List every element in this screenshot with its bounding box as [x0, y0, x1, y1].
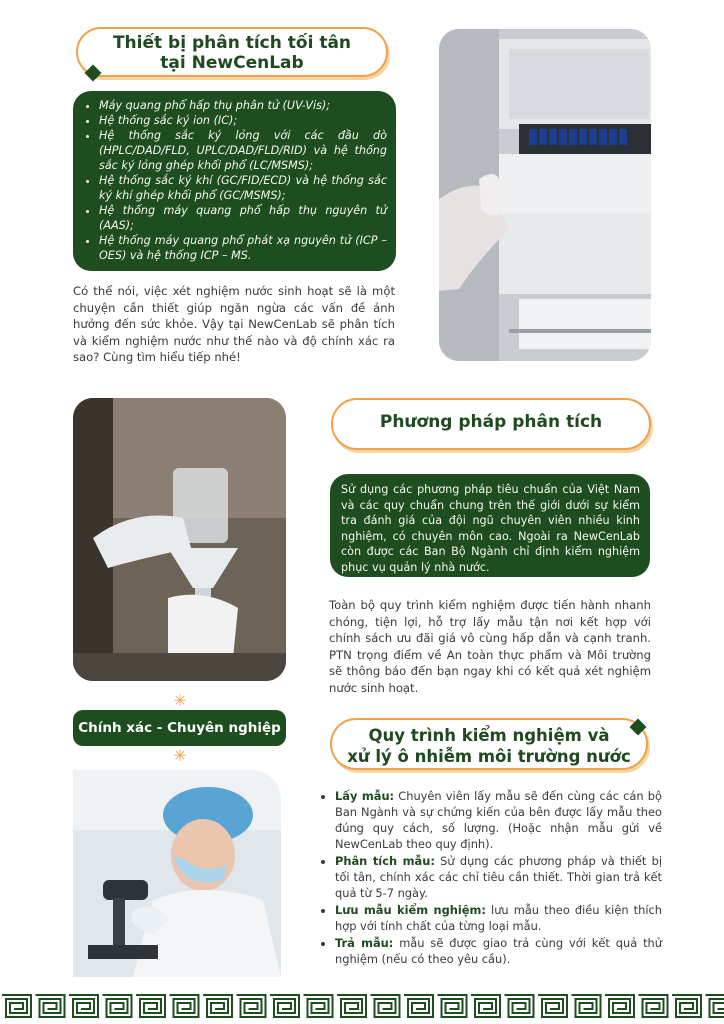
step-item — [335, 853, 662, 901]
method-title — [331, 398, 651, 450]
equipment-list — [85, 98, 387, 263]
step-text: Chuyên viên lấy mẫu sẽ đến cùng các cán bộ Ban Ngành và sự chứng kiến của bên được lấy mẫu theo đúng quy cách, số lượng. (Hoặc nhận mẫu gửi về NewCenLab theo quy định). — [335, 789, 662, 851]
method-box — [330, 474, 650, 577]
badge-label: Chính xác - Chuyên nghiệp — [78, 720, 281, 736]
step-item — [335, 902, 662, 934]
microscope-illustration — [73, 770, 281, 977]
process-paragraph: Toàn bộ quy trình kiểm nghiệm được tiến hành nhanh chóng, tiện lợi, hỗ trợ lấy mẫu tận nơi kết hợp với chính sách ưu đãi giá vô cùng hấp dẫn và cạnh tranh. PTN trọng điểm về An toàn thực phẩm và Môi trường sẽ thông báo đến bạn ngay khi có kết quả xét nghiệm nước sinh hoạt. — [329, 598, 651, 695]
filtration-illustration — [73, 398, 286, 681]
sparkle-icon: ✳ — [173, 691, 187, 710]
greek-key-border — [0, 993, 724, 1019]
method-box-text: Sử dụng các phương pháp tiêu chuẩn của Việt Nam và các quy chuẩn chung trên thế giới dưới sự kiểm tra đánh giá của đội ngũ chuyên viên nhiều kinh nghiệm, có chuyên môn cao. Ngoài ra NewCenLab còn được các Ban Bộ Ngành chỉ định kiểm nghiệm phục vụ quản lý nhà nước. — [341, 483, 640, 574]
method-title-text: Phương pháp phân tích — [379, 412, 603, 432]
step-item — [335, 935, 662, 967]
step-label: Lấy mẫu: — [335, 789, 395, 803]
instrument-photo — [439, 29, 651, 361]
procedure-steps — [321, 788, 662, 968]
equipment-title-line1: Thiết bị phân tích tối tân — [112, 33, 352, 53]
sparkle-icon: ✳ — [173, 746, 187, 765]
equipment-title — [76, 27, 388, 77]
step-label: Phân tích mẫu: — [335, 854, 435, 868]
equipment-list-box — [73, 91, 396, 271]
step-text: mẫu sẽ được giao trả cùng với kết quả thử nghiệm (nếu có theo yêu cầu). — [335, 936, 662, 966]
equipment-title-line2: tại NewCenLab — [160, 53, 304, 73]
badge-accuracy — [73, 710, 286, 746]
equipment-item: • Hệ thống sắc ký khí (GC/FID/ECD) và hệ thống sắc ký khí ghép khối phổ (GC/MSMS); — [99, 173, 387, 203]
procedure-title-line2: xử lý ô nhiễm môi trường nước — [347, 747, 631, 766]
step-item — [335, 788, 662, 852]
microscope-photo — [73, 770, 281, 977]
procedure-title — [330, 718, 648, 770]
step-label: Lưu mẫu kiểm nghiệm: — [335, 903, 486, 917]
equipment-item: • Hệ thống máy quang phổ hấp thụ nguyên tử (AAS); — [99, 203, 387, 233]
procedure-title-line1: Quy trình kiểm nghiệm và — [368, 726, 610, 745]
equipment-item: • Máy quang phổ hấp thụ phân tử (UV-Vis); — [99, 98, 387, 113]
filtration-photo — [73, 398, 286, 681]
step-text: lưu mẫu theo điều kiện thích hợp với tính chất của từng loại mẫu. — [335, 903, 662, 933]
intro-paragraph: Có thể nói, việc xét nghiệm nước sinh hoạt sẽ là một chuyện cần thiết giúp ngăn ngừa các vấn đề ảnh hưởng đến sức khỏe. Vậy tại NewCenLab sẽ phân tích và kiểm nghiệm nước như thế nào và độ chính xác ra sao? Cùng tìm hiểu tiếp nhé! — [73, 284, 395, 364]
equipment-item: • Hệ thống máy quang phổ phát xạ nguyên tử (ICP – OES) và hệ thống ICP – MS. — [99, 233, 387, 263]
step-label: Trả mẫu: — [335, 936, 394, 950]
instrument-illustration — [439, 29, 651, 361]
equipment-item: • Hệ thống sắc ký lỏng với các đầu dò (HPLC/DAD/FLD, UPLC/DAD/FLD/RID) và hệ thống sắc ký lỏng ghép khối phổ (LC/MSMS); — [99, 128, 387, 173]
equipment-item: • Hệ thống sắc ký ion (IC); — [99, 113, 387, 128]
step-text: Sử dụng các phương pháp và thiết bị tối tân, chính xác các chỉ tiêu cần thiết. Thời gian trả kết quả từ 5-7 ngày. — [335, 854, 662, 900]
